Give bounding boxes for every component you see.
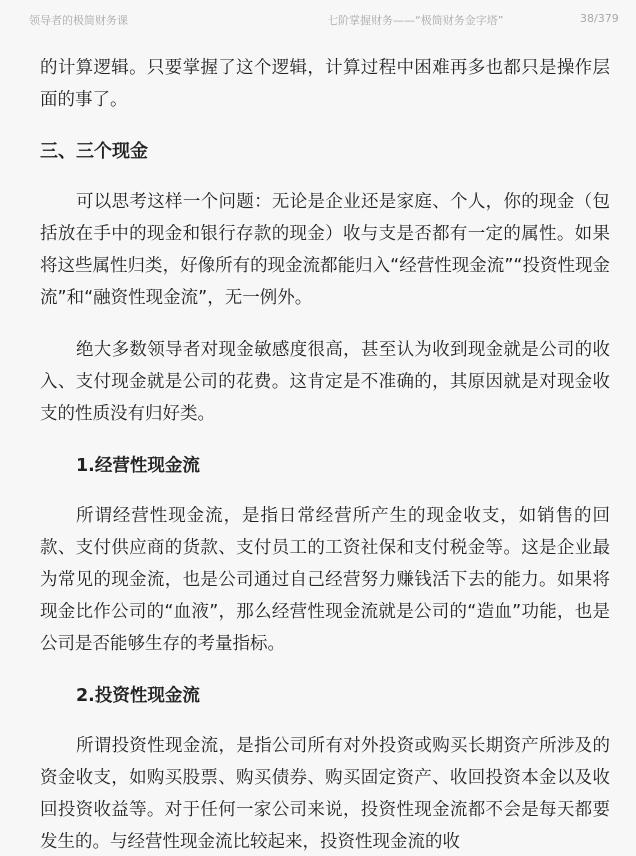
paragraph-continued: 的计算逻辑。只要掌握了这个逻辑，计算过程中困难再多也都只是操作层面的事了。 (40, 58, 610, 110)
page-indicator: 38/379 (580, 12, 619, 25)
page-header (0, 0, 636, 36)
paragraph: 所谓投资性现金流，是指公司所有对外投资或购买长期资产所涉及的资金收支，如购买股票、购买债券、购买固定资产、收回投资本金以及收回投资收益等。对于任何一家公司来说，投资性现金流都不会是每天都要发生的。与经营性现金流比较起来，投资性现金流的收 (40, 736, 610, 852)
paragraph: 绝大多数领导者对现金敏感度很高，甚至认为收到现金就是公司的收入、支付现金就是公司的花费。这肯定是不准确的，其原因就是对现金收支的性质没有归好类。 (40, 340, 610, 424)
subsection-heading-investing-cash-flow: 2.投资性现金流 (76, 686, 200, 706)
section-heading: 三、三个现金 (40, 141, 148, 162)
book-title: 领导者的极简财务课 (29, 14, 128, 27)
chapter-title: 七阶掌握财务——“极简财务金字塔” (327, 14, 504, 27)
paragraph: 所谓经营性现金流，是指日常经营所产生的现金收支，如销售的回款、支付供应商的货款、支付员工的工资社保和支付税金等。这是企业最为常见的现金流，也是公司通过自己经营努力赚钱活下去的能力。如果将现金比作公司的“血液”，那么经营性现金流就是公司的“造血”功能，也是公司是否能够生存的考量指标。 (40, 506, 610, 654)
subsection-heading-operating-cash-flow: 1.经营性现金流 (76, 456, 200, 476)
paragraph: 可以思考这样一个问题：无论是企业还是家庭、个人，你的现金（包括放在手中的现金和银行存款的现金）收与支是否都有一定的属性。如果将这些属性归类，好像所有的现金流都能归入“经营性现金流”“投资性现金流”和“融资性现金流”，无一例外。 (40, 192, 610, 308)
book-content (40, 52, 610, 856)
